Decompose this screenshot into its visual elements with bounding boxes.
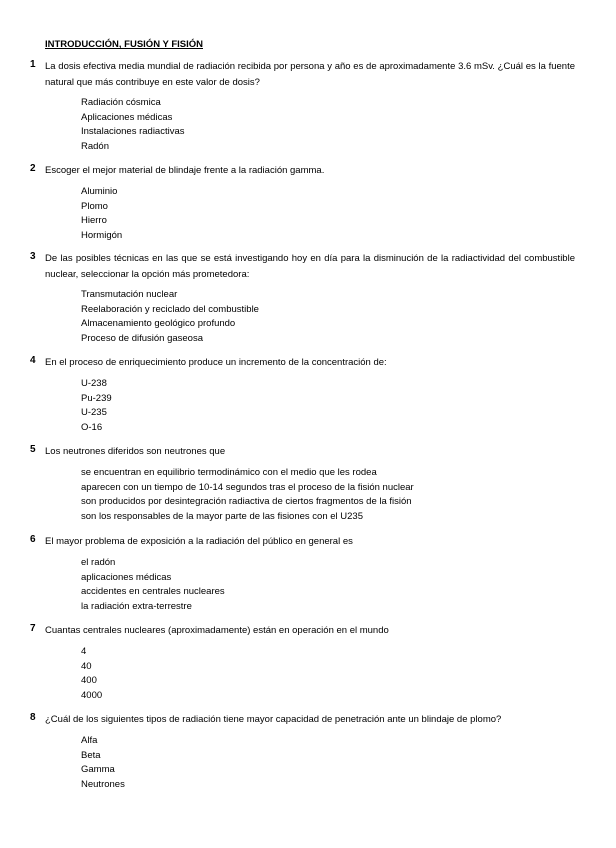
answer-option[interactable]: 400	[81, 675, 97, 687]
answer-option[interactable]: 40	[81, 660, 92, 672]
answer-option[interactable]: son los responsables de la mayor parte de las fisiones con el U235	[81, 511, 363, 523]
question-text: De las posibles técnicas en las que se está investigando hoy en día para la disminución de la radiactividad del combustible nuclear, seleccionar la opción más prometedora:	[45, 253, 575, 280]
answer-option[interactable]: Gamma	[81, 764, 115, 776]
answer-option[interactable]: U-235	[81, 407, 107, 419]
answer-option[interactable]: aparecen con un tiempo de 10-14 segundos tras el proceso de la fisión nuclear	[81, 481, 414, 493]
answer-option[interactable]: Radón	[81, 141, 109, 153]
question-text: ¿Cuál de los siguientes tipos de radiación tiene mayor capacidad de penetración ante un blindaje de plomo?	[45, 714, 502, 725]
question-number: 4	[30, 355, 36, 366]
answer-option[interactable]: Transmutación nuclear	[81, 289, 178, 300]
question-number: 2	[30, 163, 36, 174]
question-number: 1	[30, 59, 36, 70]
answer-option[interactable]: O-16	[81, 422, 103, 434]
option-list	[81, 185, 122, 244]
option-list	[81, 734, 125, 793]
option-list	[81, 96, 185, 155]
question-number: 7	[30, 623, 36, 634]
option-list	[81, 556, 225, 615]
answer-option[interactable]: 4	[81, 646, 87, 657]
question-text: Cuantas centrales nucleares (aproximadamente) están en operación en el mundo	[45, 625, 389, 636]
question-number: 6	[30, 534, 36, 545]
answer-option[interactable]: Hierro	[81, 215, 107, 227]
answer-option[interactable]: la radiación extra-terrestre	[81, 601, 192, 613]
answer-option[interactable]: Alfa	[81, 735, 98, 746]
answer-option[interactable]: Instalaciones radiactivas	[81, 126, 185, 138]
answer-option[interactable]: Reelaboración y reciclado del combustible	[81, 303, 259, 315]
page-title: INTRODUCCIÓN, FUSIÓN Y FISIÓN	[45, 39, 203, 50]
question-text: Los neutrones diferidos son neutrones que	[45, 446, 226, 457]
answer-option[interactable]: Almacenamiento geológico profundo	[81, 318, 236, 330]
answer-option[interactable]: aplicaciones médicas	[81, 571, 172, 583]
answer-option[interactable]: Hormigón	[81, 230, 123, 242]
question-text: Escoger el mejor material de blindaje frente a la radiación gamma.	[45, 165, 325, 176]
answer-option[interactable]: Plomo	[81, 200, 108, 212]
question-number: 8	[30, 712, 36, 723]
answer-option[interactable]: el radón	[81, 557, 116, 568]
answer-option[interactable]: Aluminio	[81, 186, 118, 197]
question-number: 5	[30, 444, 36, 455]
option-list	[81, 377, 112, 436]
question-number: 3	[30, 251, 36, 262]
answer-option[interactable]: Beta	[81, 749, 101, 761]
option-list	[81, 288, 259, 347]
answer-option[interactable]: Proceso de difusión gaseosa	[81, 333, 203, 345]
answer-option[interactable]: Pu-239	[81, 392, 112, 404]
answer-option[interactable]: U-238	[81, 378, 107, 389]
answer-option[interactable]: se encuentran en equilibrio termodinámico con el medio que les rodea	[81, 467, 377, 478]
answer-option[interactable]: Aplicaciones médicas	[81, 111, 173, 123]
answer-option[interactable]: son producidos por desintegración radiactiva de ciertos fragmentos de la fisión	[81, 496, 412, 508]
question-text: En el proceso de enriquecimiento produce un incremento de la concentración de:	[45, 357, 387, 368]
option-list	[81, 466, 414, 525]
question-text: La dosis efectiva media mundial de radiación recibida por persona y año es de aproximadamente 3.6 mSv. ¿Cuál es la fuente natural que más contribuye en este valor de dosis?	[45, 61, 575, 88]
answer-option[interactable]: accidentes en centrales nucleares	[81, 586, 225, 598]
answer-option[interactable]: Radiación cósmica	[81, 97, 161, 108]
answer-option[interactable]: 4000	[81, 690, 103, 702]
option-list	[81, 645, 102, 704]
answer-option[interactable]: Neutrones	[81, 779, 125, 791]
question-text: El mayor problema de exposición a la radiación del público en general es	[45, 536, 353, 547]
